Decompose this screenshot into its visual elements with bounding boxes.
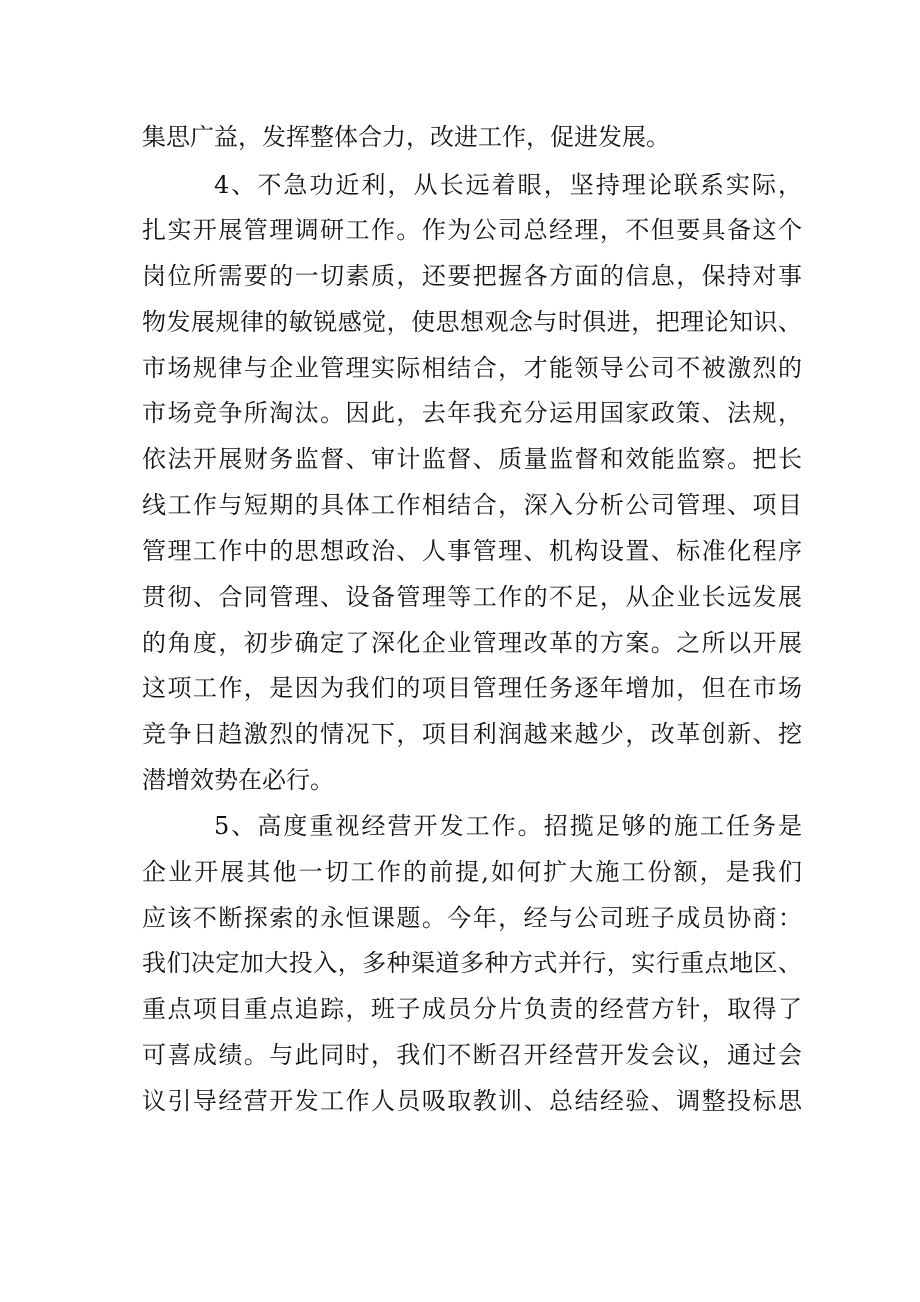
paragraph-4-first-line: 4、不急功近利，从长远着眼，坚持理论联系实际， — [214, 171, 802, 199]
text-line: 的角度，初步确定了深化企业管理改革的方案。之所以开展 — [142, 629, 802, 657]
text-line: 企业开展其他一切工作的前提,如何扩大施工份额，是我们 — [142, 858, 802, 886]
text-line: 贯彻、合同管理、设备管理等工作的不足，从企业长远发展 — [142, 583, 802, 611]
text-line: 可喜成绩。与此同时，我们不断召开经营开发会议，通过会 — [142, 1041, 802, 1069]
text-line: 议引导经营开发工作人员吸取教训、总结经验、调整投标思 — [142, 1087, 802, 1115]
text-line: 潜增效势在必行。 — [142, 766, 334, 794]
text-line: 应该不断探索的永恒课题。今年，经与公司班子成员协商： — [142, 904, 802, 932]
text-line: 扎实开展管理调研工作。作为公司总经理，不但要具备这个 — [142, 216, 802, 244]
text-line: 线工作与短期的具体工作相结合，深入分析公司管理、项目 — [142, 491, 802, 519]
text-line: 这项工作，是因为我们的项目管理任务逐年增加，但在市场 — [142, 674, 802, 702]
text-line: 管理工作中的思想政治、人事管理、机构设置、标准化程序 — [142, 537, 802, 565]
text-line: 市场规律与企业管理实际相结合，才能领导公司不被激烈的 — [142, 354, 802, 382]
text-line: 重点项目重点追踪，班子成员分片负责的经营方针，取得了 — [142, 995, 802, 1023]
text-line: 集思广益，发挥整体合力，改进工作，促进发展。 — [142, 123, 670, 151]
paragraph-5-first-line: 5、高度重视经营开发工作。招揽足够的施工任务是 — [214, 812, 802, 840]
text-line: 市场竞争所淘汰。因此，去年我充分运用国家政策、法规， — [142, 399, 802, 427]
text-line: 依法开展财务监督、审计监督、质量监督和效能监察。把长 — [142, 445, 802, 473]
text-line: 竞争日趋激烈的情况下，项目利润越来越少，改革创新、挖 — [142, 720, 802, 748]
text-line: 我们决定加大投入，多种渠道多种方式并行，实行重点地区、 — [142, 949, 802, 977]
text-line: 物发展规律的敏锐感觉，使思想观念与时俱进，把理论知识、 — [142, 308, 802, 336]
text-line: 岗位所需要的一切素质，还要把握各方面的信息，保持对事 — [142, 262, 802, 290]
